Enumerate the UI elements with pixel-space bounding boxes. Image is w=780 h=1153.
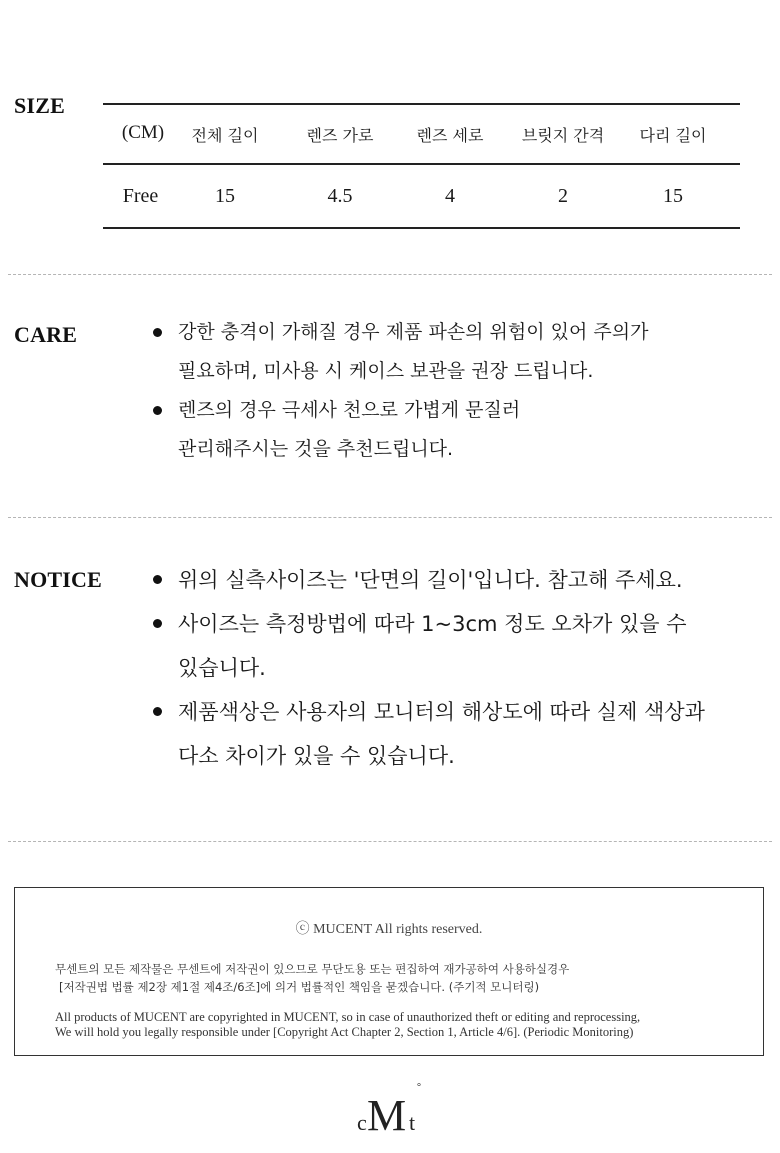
svg-text:°: ° — [417, 1082, 421, 1093]
notice-item-3-line-2: 다소 차이가 있을 수 있습니다. — [178, 744, 455, 768]
copyright-korean-line-1: 무센트의 모든 제작물은 무센트에 저작권이 있으므로 무단도용 또는 편집하여 재가공하여 사용하실경우 — [55, 962, 570, 976]
notice-item-2-line-1: 사이즈는 측정방법에 따라 1~3cm 정도 오차가 있을 수 — [178, 612, 687, 636]
notice-list — [150, 558, 705, 778]
size-value-lens-width: 4.5 — [327, 185, 353, 207]
care-item-1-line-2: 필요하며, 미사용 시 케이스 보관을 권장 드립니다. — [178, 360, 594, 382]
care-list — [150, 313, 648, 469]
size-header-lens-height: 렌즈 세로 — [416, 126, 484, 145]
svg-text:t: t — [409, 1110, 416, 1135]
size-section-label: SIZE — [14, 93, 65, 118]
notice-item-2-line-2: 있습니다. — [178, 656, 266, 680]
size-value-total-length: 15 — [215, 185, 235, 207]
list-item — [150, 690, 705, 778]
notice-section-label: NOTICE — [14, 567, 102, 592]
copyright-english-line-1: All products of MUCENT are copyrighted in MUCENT, so in case of unauthorized theft or editing and reprocessing, — [55, 1010, 641, 1024]
table-mid-rule — [103, 163, 740, 165]
care-item-2-line-2: 관리해주시는 것을 추천드립니다. — [178, 438, 454, 460]
list-item — [150, 313, 648, 391]
size-header-total-length: 전체 길이 — [191, 126, 259, 145]
notice-item-1-line-1: 위의 실측사이즈는 '단면의 길이'입니다. 참고해 주세요. — [178, 568, 683, 592]
copyright-korean-line-2: [저작권법 법률 제2장 제1절 제4조/6조]에 의거 법률적인 책임을 묻겠습니다. (주기적 모니터링) — [59, 980, 540, 994]
section-divider — [8, 517, 772, 518]
section-divider — [8, 841, 772, 842]
care-item-2-line-1: 렌즈의 경우 극세사 천으로 가볍게 문질러 — [178, 399, 521, 421]
size-value-temple-length: 15 — [663, 185, 683, 207]
table-bottom-rule — [103, 227, 740, 229]
size-value-free: Free — [122, 185, 159, 207]
size-header-bridge: 브릿지 간격 — [521, 126, 605, 145]
svg-text:c: c — [357, 1110, 367, 1135]
size-header-unit: (CM) — [121, 122, 165, 143]
list-item — [150, 558, 705, 602]
size-header-lens-width: 렌즈 가로 — [306, 126, 374, 145]
list-item — [150, 602, 705, 690]
size-header-temple-length: 다리 길이 — [639, 126, 707, 145]
brand-logo — [355, 1080, 425, 1135]
copyright-box — [14, 887, 764, 1056]
list-item — [150, 391, 648, 469]
section-divider — [8, 274, 772, 275]
notice-item-3-line-1: 제품색상은 사용자의 모니터의 해상도에 따라 실제 색상과 — [178, 700, 705, 724]
table-top-rule — [103, 103, 740, 105]
copyright-english-line-2: We will hold you legally responsible under [Copyright Act Chapter 2, Section 1, Article 4/6]. (Periodic Monitoring) — [55, 1025, 634, 1039]
copyright-title: ⓒ MUCENT All rights reserved. — [295, 922, 483, 937]
cmt-logo-icon — [355, 1080, 425, 1135]
care-section-label: CARE — [14, 322, 78, 347]
size-value-lens-height: 4 — [445, 185, 455, 207]
size-value-bridge: 2 — [558, 185, 568, 207]
svg-text:M: M — [367, 1091, 407, 1135]
care-item-1-line-1: 강한 충격이 가해질 경우 제품 파손의 위험이 있어 주의가 — [178, 321, 649, 343]
